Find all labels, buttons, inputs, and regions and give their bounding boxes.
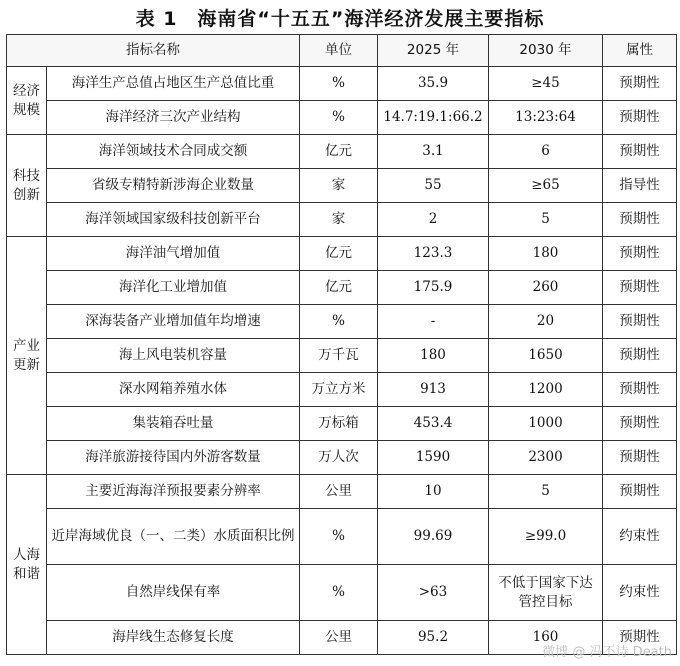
indicator-table-body [7, 35, 677, 655]
attribute-cell: 预期性 [603, 305, 677, 339]
attribute-cell: 预期性 [603, 203, 677, 237]
table-row [7, 67, 677, 101]
indicator-name-cell: 海上风电装机容量 [47, 339, 300, 373]
group-label-human-sea-harmony: 人海和谐 [7, 475, 47, 655]
indicator-name-cell: 省级专精特新涉海企业数量 [47, 169, 300, 203]
value-2030-cell: 160 [489, 621, 603, 655]
unit-cell: 万标箱 [300, 407, 378, 441]
indicator-name-cell: 海岸线生态修复长度 [47, 621, 300, 655]
header-2030: 2030 年 [489, 35, 603, 67]
table-row [7, 441, 677, 475]
attribute-cell: 预期性 [603, 621, 677, 655]
unit-cell: 万人次 [300, 441, 378, 475]
attribute-cell: 预期性 [603, 407, 677, 441]
attribute-cell: 预期性 [603, 373, 677, 407]
value-2030-cell: 180 [489, 237, 603, 271]
table-row [7, 565, 677, 621]
attribute-cell: 预期性 [603, 67, 677, 101]
value-2025-cell: 1590 [378, 441, 489, 475]
value-2025-cell: 180 [378, 339, 489, 373]
value-2025-cell: 10 [378, 475, 489, 509]
value-2030-cell: 1650 [489, 339, 603, 373]
unit-cell: % [300, 67, 378, 101]
value-2030-cell: 5 [489, 203, 603, 237]
unit-cell: 亿元 [300, 271, 378, 305]
value-2025-cell: - [378, 305, 489, 339]
value-2030-cell: 不低于国家下达管控目标 [489, 565, 603, 621]
value-2030-cell: 260 [489, 271, 603, 305]
header-unit: 单位 [300, 35, 378, 67]
indicator-name-cell: 海洋旅游接待国内外游客数量 [47, 441, 300, 475]
table-row [7, 135, 677, 169]
attribute-cell: 指导性 [603, 169, 677, 203]
value-2025-cell: 95.2 [378, 621, 489, 655]
table-row [7, 203, 677, 237]
value-2025-cell: 2 [378, 203, 489, 237]
table-row [7, 373, 677, 407]
watermark: 微博 @ 冯不诗 Death [542, 645, 672, 660]
value-2025-cell: 35.9 [378, 67, 489, 101]
indicator-name-cell: 深海装备产业增加值年均增速 [47, 305, 300, 339]
indicator-name-cell: 海洋领域技术合同成交额 [47, 135, 300, 169]
table-row [7, 169, 677, 203]
unit-cell: 公里 [300, 475, 378, 509]
page-title: 表 1 海南省“十五五”海洋经济发展主要指标 [135, 8, 545, 30]
indicator-name-cell: 主要近海海洋预报要素分辨率 [47, 475, 300, 509]
group-label-tech-innovation: 科技创新 [7, 135, 47, 237]
attribute-cell: 预期性 [603, 475, 677, 509]
unit-cell: 家 [300, 203, 378, 237]
value-2025-cell: 14.7:19.1:66.2 [378, 101, 489, 135]
indicator-name-cell: 海洋生产总值占地区生产总值比重 [47, 67, 300, 101]
unit-cell: 亿元 [300, 135, 378, 169]
value-2030-cell: 20 [489, 305, 603, 339]
table-row [7, 407, 677, 441]
table-row [7, 101, 677, 135]
value-2030-cell: 1000 [489, 407, 603, 441]
indicator-name-cell: 海洋油气增加值 [47, 237, 300, 271]
indicator-name-cell: 海洋经济三次产业结构 [47, 101, 300, 135]
attribute-cell: 约束性 [603, 565, 677, 621]
value-2030-cell: 5 [489, 475, 603, 509]
header-2025: 2025 年 [378, 35, 489, 67]
header-attribute: 属性 [603, 35, 677, 67]
table-row [7, 237, 677, 271]
unit-cell: 亿元 [300, 237, 378, 271]
group-label-economic-scale: 经济规模 [7, 67, 47, 135]
indicator-name-cell: 海洋领域国家级科技创新平台 [47, 203, 300, 237]
group-label-industry-renewal: 产业更新 [7, 237, 47, 475]
unit-cell: % [300, 305, 378, 339]
table-row [7, 475, 677, 509]
indicator-name-cell: 近岸海域优良（一、二类）水质面积比例 [47, 509, 300, 565]
attribute-cell: 预期性 [603, 441, 677, 475]
value-2025-cell: 913 [378, 373, 489, 407]
table-row [7, 305, 677, 339]
indicator-name-cell: 自然岸线保有率 [47, 565, 300, 621]
table-row [7, 509, 677, 565]
unit-cell: 公里 [300, 621, 378, 655]
unit-cell: 万千瓦 [300, 339, 378, 373]
value-2030-cell: 6 [489, 135, 603, 169]
unit-cell: 家 [300, 169, 378, 203]
indicator-name-cell: 深水网箱养殖水体 [47, 373, 300, 407]
value-2025-cell: 175.9 [378, 271, 489, 305]
indicator-table [6, 34, 677, 655]
header-indicator-name: 指标名称 [7, 35, 300, 67]
value-2025-cell: 99.69 [378, 509, 489, 565]
attribute-cell: 预期性 [603, 135, 677, 169]
attribute-cell: 预期性 [603, 237, 677, 271]
value-2030-cell: 2300 [489, 441, 603, 475]
table-header-row [7, 35, 677, 67]
unit-cell: % [300, 509, 378, 565]
unit-cell: 万立方米 [300, 373, 378, 407]
value-2030-cell: ≥99.0 [489, 509, 603, 565]
value-2025-cell: 123.3 [378, 237, 489, 271]
value-2030-cell: 13:23:64 [489, 101, 603, 135]
value-2030-cell: ≥45 [489, 67, 603, 101]
value-2025-cell: >63 [378, 565, 489, 621]
table-row [7, 339, 677, 373]
attribute-cell: 约束性 [603, 509, 677, 565]
table-row [7, 271, 677, 305]
value-2025-cell: 55 [378, 169, 489, 203]
value-2025-cell: 453.4 [378, 407, 489, 441]
value-2025-cell: 3.1 [378, 135, 489, 169]
indicator-name-cell: 集装箱吞吐量 [47, 407, 300, 441]
attribute-cell: 预期性 [603, 339, 677, 373]
unit-cell: % [300, 565, 378, 621]
attribute-cell: 预期性 [603, 101, 677, 135]
indicator-name-cell: 海洋化工业增加值 [47, 271, 300, 305]
value-2030-cell: ≥65 [489, 169, 603, 203]
unit-cell: % [300, 101, 378, 135]
value-2030-cell: 1200 [489, 373, 603, 407]
attribute-cell: 预期性 [603, 271, 677, 305]
